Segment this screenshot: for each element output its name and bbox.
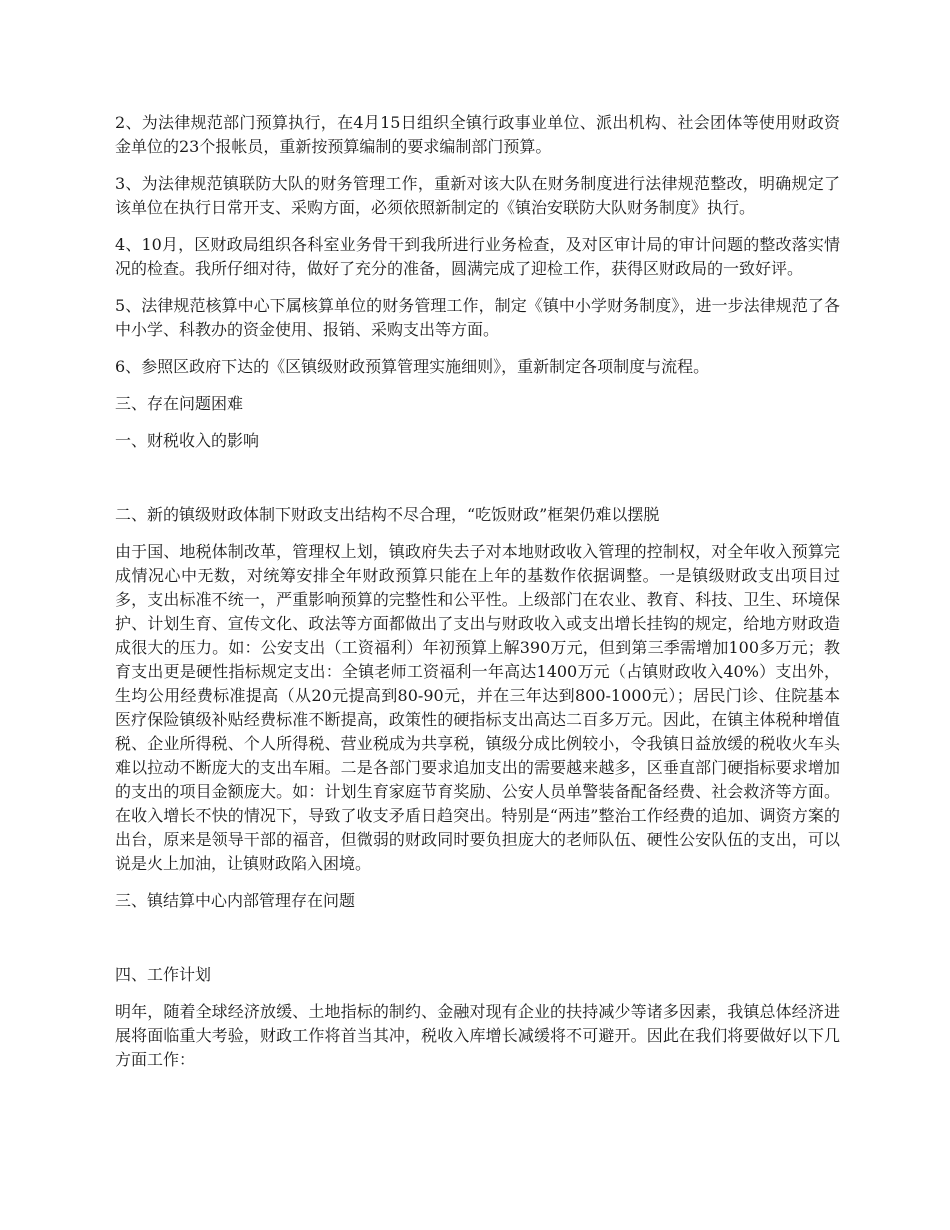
paragraph-work-plan: 明年，随着全球经济放缓、土地指标的制约、金融对现有企业的扶持减少等诸多因素，我镇总体经济进展将面临重大考验，财政工作将首当其冲，税收入库增长减缓将不可避开。因此在我们将要做好以下几方面工作： [115, 1002, 840, 1069]
subheading-settlement-center: 三、镇结算中心内部管理存在问题 [115, 891, 356, 910]
section-heading-work-plan: 四、工作计划 [115, 965, 212, 984]
subheading-tax-revenue: 一、财税收入的影响 [115, 431, 260, 450]
paragraph-item-4: 4、10月，区财政局组织各科室业务骨干到我所进行业务检查，及对区审计局的审计问题的整改落实情况的检查。我所仔细对待，做好了充分的准备，圆满完成了迎检工作，获得区财政局的一致好评。 [115, 235, 840, 278]
paragraph-expenditure-detail: 由于国、地税体制改革，管理权上划，镇政府失去子对本地财政收入管理的控制权，对全年收入预算完成情况心中无数，对统筹安排全年财政预算只能在上年的基数作依据调整。一是镇级财政支出项目过多，支出标准不统一，严重影响预算的完整性和公平性。上级部门在农业、教育、科技、卫生、环境保护、计划生育、宣传文化、政法等方面都做出了支出与财政收入或支出增长挂钩的规定，给地方财政造成很大的压力。如：公安支出（工资福利）年初预算上解390万元，但到第三季需增加100多万元；教育支出更是硬性指标规定支出：全镇老师工资福利一年高达1400万元（占镇财政收入40%）支出外，生均公用经费标准提高（从20元提高到80-90元，并在三年达到800-1000元）；居民门诊、住院基本医疗保险镇级补贴经费标准不断提高，政策性的硬指标支出高达二百多万元。因此，在镇主体税种增值税、企业所得税、个人所得税、营业税成为共享税，镇级分成比例较小，令我镇日益放缓的税收火车头难以拉动不断庞大的支出车厢。二是各部门要求追加支出的需要越来越多，区垂直部门硬指标要求增加的支出的项目金额庞大。如：计划生育家庭节育奖励、公安人员单警装备配备经费、社会救济等方面。在收入增长不快的情况下，导致了收支矛盾日趋突出。特别是“两违”整治工作经费的追加、调资方案的出台，原来是领导干部的福音，但微弱的财政同时要负担庞大的老师队伍、硬性公安队伍的支出，可以说是火上加油，让镇财政陷入困境。 [115, 542, 840, 873]
paragraph-item-3: 3、为法律规范镇联防大队的财务管理工作，重新对该大队在财务制度进行法律规范整改，明确规定了该单位在执行日常开支、采购方面，必须依照新制定的《镇治安联防大队财务制度》执行。 [115, 174, 840, 217]
section-heading-problems: 三、存在问题困难 [115, 394, 244, 413]
document-body [115, 111, 840, 1085]
blank-spacer [115, 466, 840, 503]
paragraph-item-6: 6、参照区政府下达的《区镇级财政预算管理实施细则》，重新制定各项制度与流程。 [115, 357, 710, 376]
paragraph-item-5: 5、法律规范核算中心下属核算单位的财务管理工作，制定《镇中小学财务制度》，进一步法律规范了各中小学、科教办的资金使用、报销、采购支出等方面。 [115, 296, 840, 339]
subheading-expenditure-structure: 二、新的镇级财政体制下财政支出结构不尽合理，“吃饭财政”框架仍难以摆脱 [115, 505, 660, 524]
blank-spacer [115, 926, 840, 963]
paragraph-item-2: 2、为法律规范部门预算执行，在4月15日组织全镇行政事业单位、派出机构、社会团体等使用财政资金单位的23个报帐员，重新按预算编制的要求编制部门预算。 [115, 113, 840, 156]
